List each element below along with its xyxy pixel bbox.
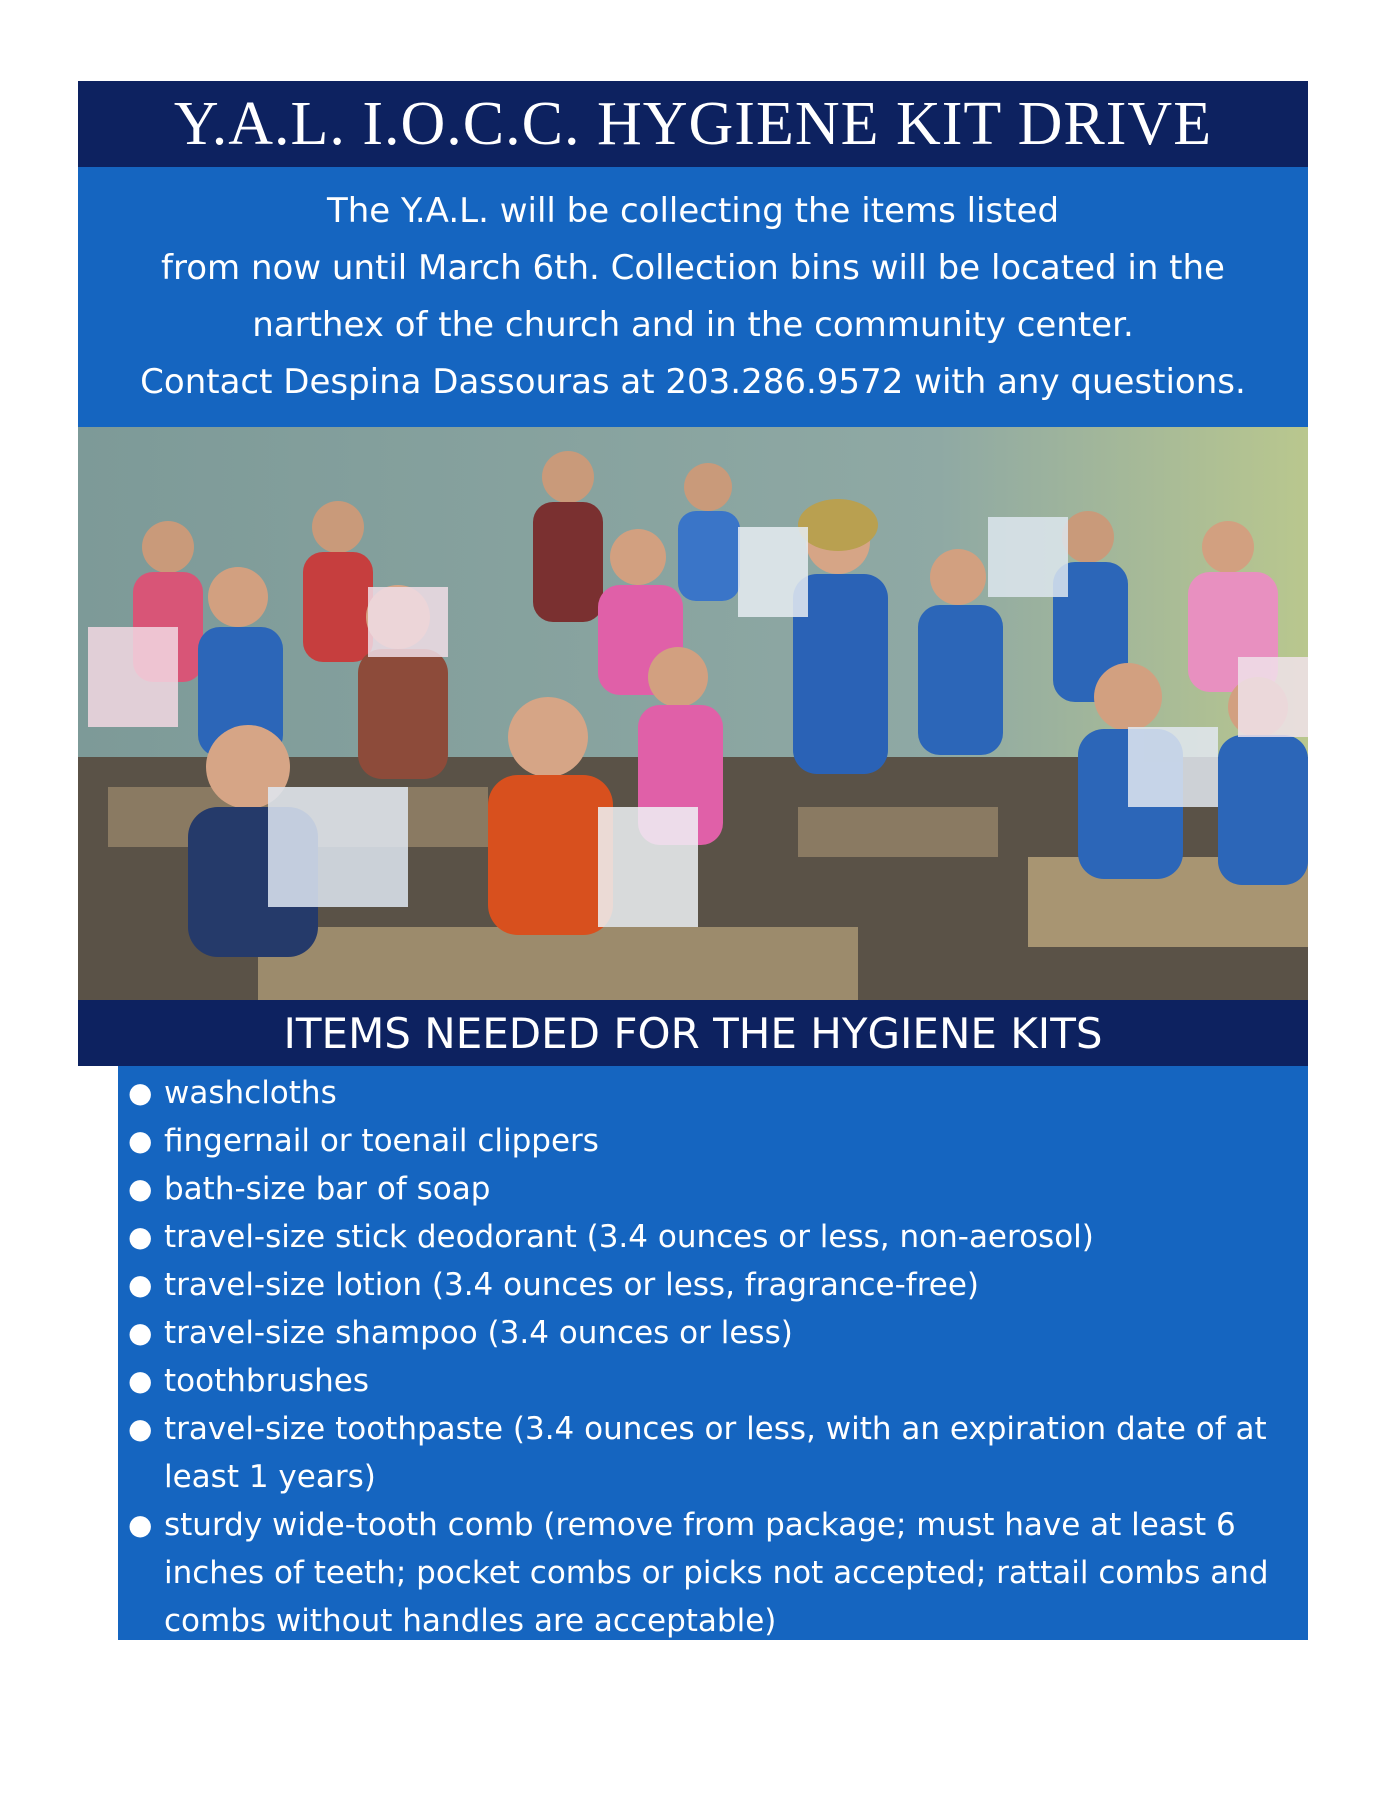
bullet-icon: ● <box>128 1172 153 1205</box>
list-item-text: fingernail or toenail clippers <box>164 1123 599 1159</box>
list-item <box>118 1261 1308 1309</box>
list-item-text: travel-size lotion (3.4 ounces or less, fragrance-free) <box>164 1267 980 1303</box>
list-item-text: travel-size shampoo (3.4 ounces or less) <box>164 1315 793 1351</box>
items-panel <box>118 1066 1308 1640</box>
list-item <box>118 1069 1308 1117</box>
items-list <box>118 1069 1308 1645</box>
list-item <box>118 1501 1308 1645</box>
bullet-icon: ● <box>128 1268 153 1301</box>
bullet-icon: ● <box>128 1076 153 1109</box>
intro-line: narthex of the church and in the community center. <box>252 305 1134 345</box>
bullet-icon: ● <box>128 1508 153 1541</box>
list-item-text: travel-size stick deodorant (3.4 ounces or less, non-aerosol) <box>164 1219 1094 1255</box>
page-title: Y.A.L. I.O.C.C. HYGIENE KIT DRIVE <box>78 81 1308 167</box>
list-item <box>118 1213 1308 1261</box>
list-item <box>118 1117 1308 1165</box>
list-item-text: washcloths <box>164 1075 337 1111</box>
items-header: ITEMS NEEDED FOR THE HYGIENE KITS <box>78 1000 1308 1066</box>
intro-line: from now until March 6th. Collection bins will be located in the <box>161 248 1225 288</box>
list-item <box>118 1405 1308 1501</box>
list-item <box>118 1309 1308 1357</box>
list-item-text: toothbrushes <box>164 1363 369 1399</box>
intro-panel <box>78 167 1308 427</box>
classroom-photo-illustration <box>78 427 1308 1000</box>
list-item-text: sturdy wide-tooth comb (remove from package; must have at least 6 inches of teeth; pocket combs or picks not accepted; rattail combs and combs without handles are acceptable) <box>164 1507 1269 1639</box>
list-item <box>118 1357 1308 1405</box>
list-item <box>118 1165 1308 1213</box>
list-item-text: travel-size toothpaste (3.4 ounces or less, with an expiration date of at least 1 years) <box>164 1411 1267 1495</box>
intro-line: The Y.A.L. will be collecting the items listed <box>326 191 1060 231</box>
list-item-text: bath-size bar of soap <box>164 1171 491 1207</box>
bullet-icon: ● <box>128 1364 153 1397</box>
bullet-icon: ● <box>128 1220 153 1253</box>
bullet-icon: ● <box>128 1124 153 1157</box>
intro-line: Contact Despina Dassouras at 203.286.9572 with any questions. <box>140 362 1246 402</box>
bullet-icon: ● <box>128 1412 153 1445</box>
classroom-photo <box>78 427 1308 1000</box>
bullet-icon: ● <box>128 1316 153 1349</box>
